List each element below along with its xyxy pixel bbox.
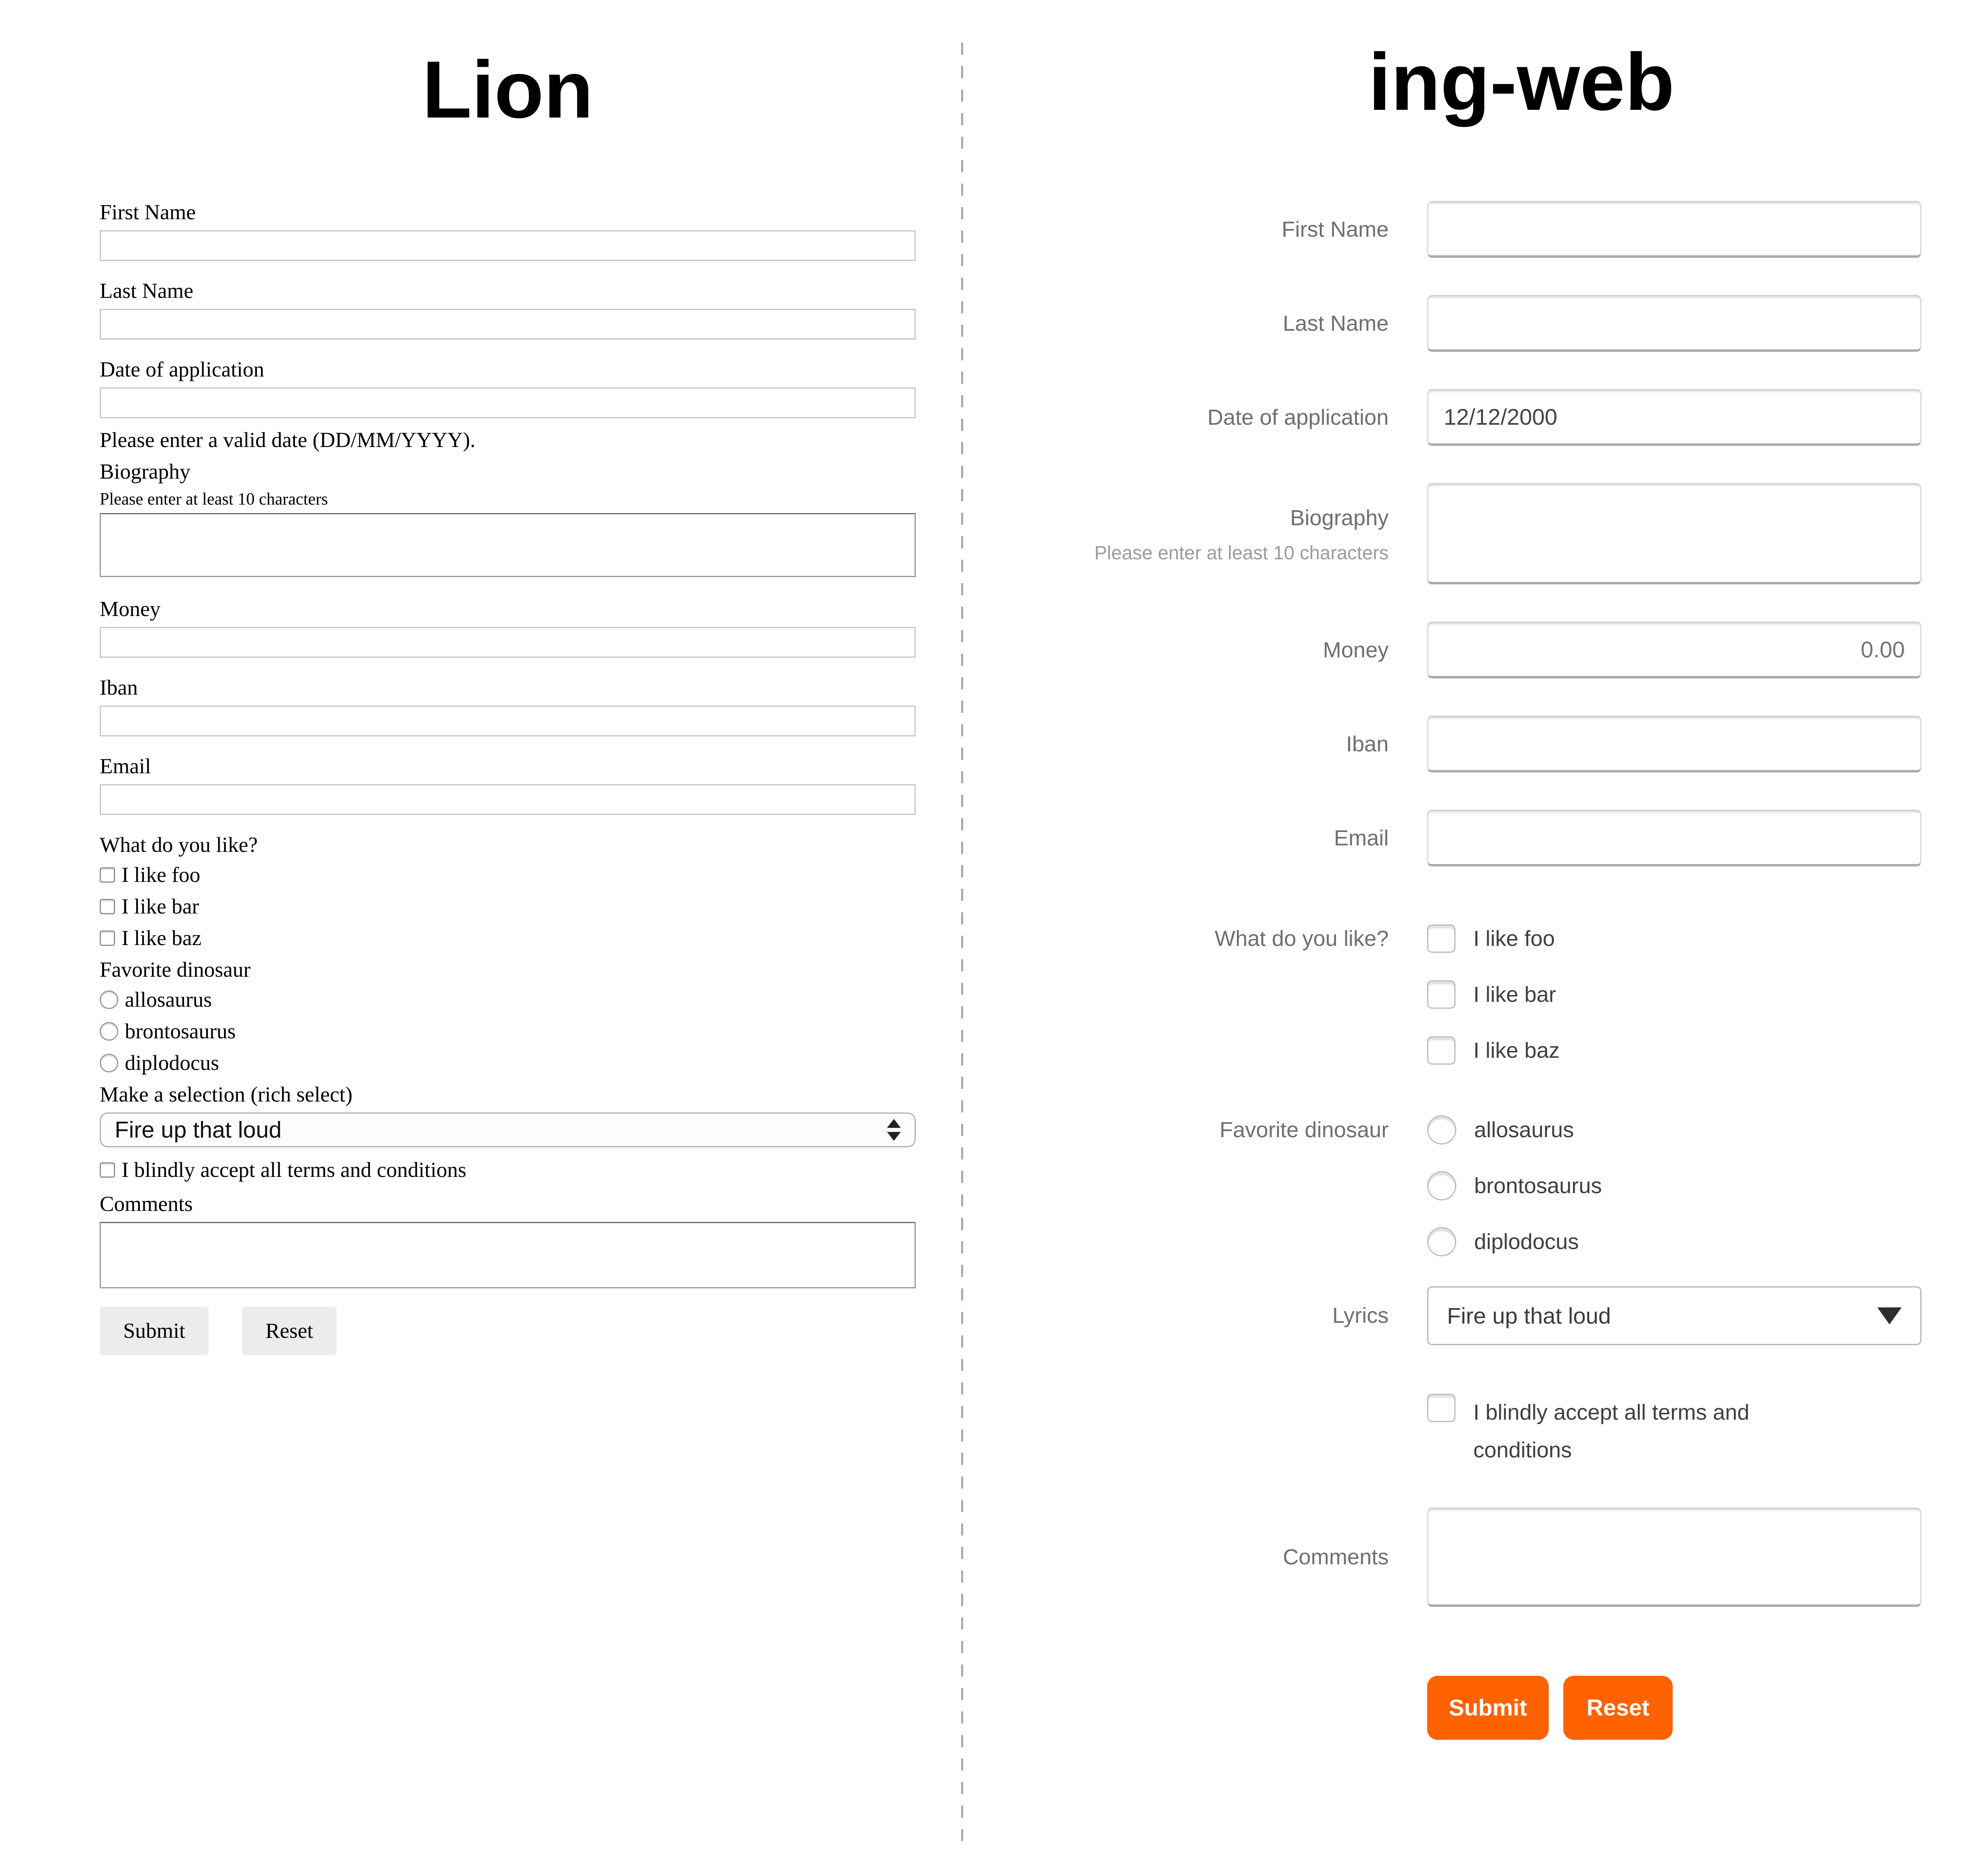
radio-group [1427,1114,1921,1257]
chevron-down-icon [1877,1307,1902,1324]
email-input[interactable] [100,784,916,815]
checkbox-label: I like foo [122,863,201,887]
checkbox-label: I like foo [1473,926,1555,951]
form-row [1000,295,1977,352]
form-row [1000,483,1977,584]
first-name-input[interactable] [1427,201,1921,258]
form-row [1000,389,1977,446]
checkbox-row[interactable] [100,926,916,950]
form-row [1000,810,1977,866]
lion-panel [100,0,916,1355]
terms-checkbox-icon[interactable] [1427,1394,1455,1422]
likes-question-label: What do you like? [100,833,258,857]
checkbox-icon[interactable] [1427,924,1455,953]
biography-helper: Please enter at least 10 characters [1094,541,1389,563]
radio-icon[interactable] [1427,1115,1456,1144]
first-name-input[interactable] [100,230,916,261]
iban-input[interactable] [1427,716,1921,772]
ing-web-form [963,201,1977,1740]
button-row [100,1307,916,1355]
lion-title: Lion [422,45,594,135]
iban-label: Iban [1346,732,1389,756]
radio-icon[interactable] [1427,1227,1456,1256]
checkbox-icon[interactable] [1427,1036,1455,1065]
lion-form [100,200,916,1355]
terms-row[interactable] [100,1158,916,1182]
lyrics-label: Lyrics [1332,1303,1389,1328]
terms-checkbox-icon[interactable] [100,1162,115,1178]
iban-input[interactable] [100,706,916,736]
checkbox-label: I like baz [1473,1038,1560,1063]
email-label: Email [1334,826,1389,850]
money-input[interactable] [1427,622,1921,678]
button-row [1427,1676,1921,1740]
radio-label: diplodocus [1474,1230,1579,1254]
comments-textarea[interactable] [1427,1508,1921,1607]
last-name-label: Last Name [1282,311,1389,336]
checkbox-icon[interactable] [1427,980,1455,1009]
ing-web-panel [963,0,1977,1777]
submit-button[interactable]: Submit [100,1307,209,1355]
radio-label: brontosaurus [125,1020,236,1043]
form-row [1000,1394,1977,1469]
select-spinner-icon [887,1119,901,1141]
email-input[interactable] [1427,810,1921,866]
money-label: Money [100,597,161,621]
ing-web-title: ing-web [1368,37,1675,127]
form-row [1000,1676,1977,1740]
checkbox-row[interactable] [1427,1035,1921,1066]
first-name-label: First Name [100,201,196,224]
radio-icon[interactable] [100,1054,118,1072]
radio-row[interactable] [1427,1114,1921,1145]
form-row [1000,1286,1977,1345]
last-name-label: Last Name [100,279,194,303]
email-label: Email [100,755,151,778]
comments-textarea[interactable] [100,1222,916,1288]
lyrics-select-value: Fire up that loud [1447,1303,1611,1328]
date-input[interactable] [1427,389,1921,446]
checkbox-label: I like baz [122,926,202,950]
radio-row[interactable] [100,988,916,1012]
biography-textarea[interactable] [1427,483,1921,584]
terms-label: I blindly accept all terms and conditions [122,1158,466,1182]
likes-question-label: What do you like? [1214,926,1389,951]
form-row [1000,201,1977,258]
radio-icon[interactable] [100,1022,118,1041]
lyrics-select[interactable] [1427,1286,1921,1345]
checkbox-row[interactable] [100,863,916,887]
form-row [1000,622,1977,678]
reset-button[interactable]: Reset [1563,1676,1673,1740]
radio-label: diplodocus [125,1051,219,1075]
first-name-label: First Name [1281,217,1389,242]
rich-select[interactable] [100,1112,916,1147]
comments-label: Comments [100,1192,193,1216]
last-name-input[interactable] [1427,295,1921,352]
radio-icon[interactable] [100,990,118,1009]
checkbox-row[interactable] [1427,979,1921,1010]
radio-row[interactable] [1427,1226,1921,1257]
checkbox-icon[interactable] [100,867,115,883]
date-label: Date of application [1207,405,1389,430]
date-label: Date of application [100,358,265,381]
biography-label: Biography [100,460,190,483]
last-name-input[interactable] [100,309,916,340]
radio-label: allosaurus [125,988,212,1012]
submit-button[interactable]: Submit [1427,1676,1549,1740]
dinosaur-label: Favorite dinosaur [100,958,251,982]
checkbox-icon[interactable] [100,931,115,946]
biography-textarea[interactable] [100,513,916,577]
radio-row[interactable] [100,1019,916,1044]
biography-label-block [1000,504,1389,563]
iban-label: Iban [100,676,138,699]
form-row [1000,1508,1977,1607]
checkbox-label: I like bar [1473,982,1556,1007]
biography-label: Biography [1290,506,1389,530]
radio-row[interactable] [100,1051,916,1075]
checkbox-group [1427,923,1921,1066]
rich-select-label: Make a selection (rich select) [100,1083,353,1106]
dinosaur-label: Favorite dinosaur [1219,1118,1389,1142]
checkbox-icon[interactable] [100,899,115,914]
checkbox-label: I like bar [122,895,199,918]
terms-label: I blindly accept all terms and conditions [1473,1400,1750,1462]
money-input[interactable] [100,627,916,658]
money-label: Money [1323,637,1389,662]
terms-row[interactable] [1427,1394,1921,1469]
checkbox-row[interactable] [1427,923,1921,954]
radio-icon[interactable] [1427,1171,1456,1200]
checkbox-row[interactable] [100,894,916,919]
date-input[interactable] [100,387,916,418]
biography-helper: Please enter at least 10 characters [100,490,328,509]
radio-row[interactable] [1427,1170,1921,1201]
form-row [1000,1114,1977,1257]
reset-button[interactable]: Reset [242,1307,337,1355]
radio-label: brontosaurus [1474,1174,1602,1198]
comments-label: Comments [1282,1545,1389,1570]
date-error-message: Please enter a valid date (DD/MM/YYYY). [100,428,476,452]
rich-select-value: Fire up that loud [115,1117,282,1143]
form-row [1000,716,1977,772]
form-row [1000,923,1977,1066]
radio-label: allosaurus [1474,1118,1574,1142]
